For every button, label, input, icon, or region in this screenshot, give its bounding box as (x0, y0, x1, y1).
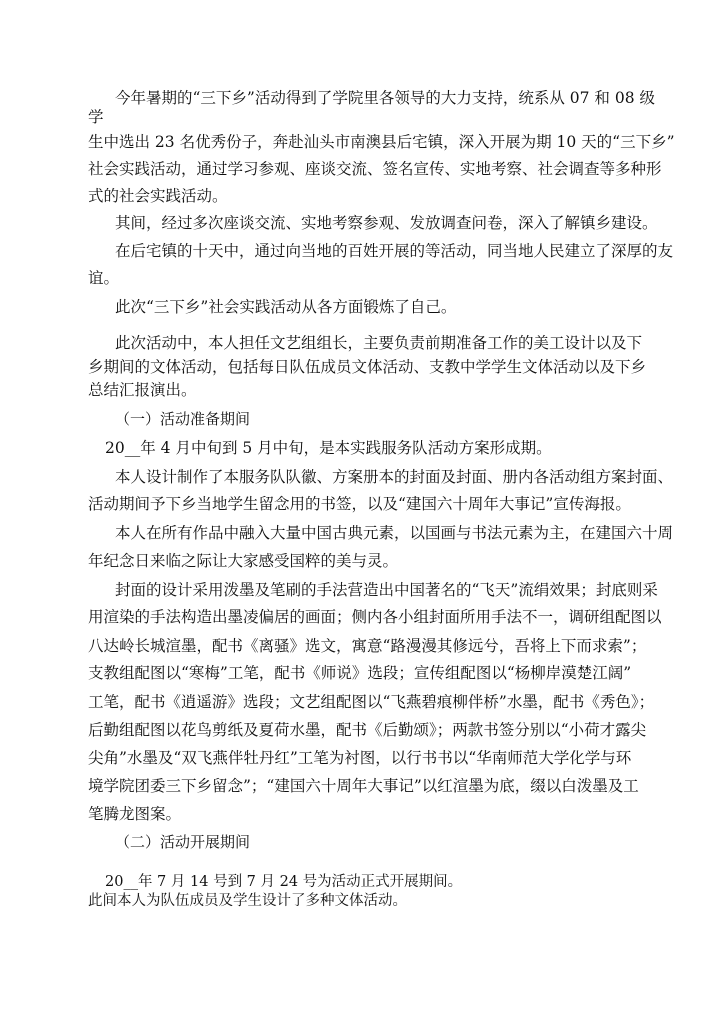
paragraph-line: 后勤组配图以花鸟剪纸及夏荷水墨，配书《后勤颂》；两款书签分别以“小荷才露尖 (88, 721, 647, 739)
paragraph-line: 支教组配图以“寒梅”工笔，配书《师说》选段；宣传组配图以“杨柳岸漠楚江阔” (88, 664, 632, 682)
paragraph-line: 本人在所有作品中融入大量中国古典元素，以国画与书法元素为主，在建国六十周 (115, 524, 674, 542)
paragraph-line: 尖角”水墨及“双飞燕伴牡丹红”工笔为衬图，以行书书以“华南师范大学化学与环 (88, 749, 632, 767)
paragraph-line: 20__年 7 月 14 号到 7 月 24 号为活动正式开展期间。 (105, 874, 463, 890)
paragraph-line: 用渲染的手法构造出墨凌偏居的画面；侧内各小组封面所用手法不一，调研组配图以 (88, 608, 662, 626)
paragraph-line: 八达岭长城渲墨，配书《离骚》选文，寓意“路漫漫其修远兮，吾将上下而求索”； (88, 637, 647, 655)
paragraph-line: 工笔，配书《逍遥游》选段；文艺组配图以“飞燕碧痕柳伴桥”水墨，配书《秀色》； (88, 693, 655, 711)
paragraph-line: 社会实践活动，通过学习参观、座谈交流、签名宣传、实地考察、社会调查等多种形 (88, 160, 662, 178)
paragraph-line: 式的社会实践活动。 (88, 187, 228, 205)
paragraph-line: 乡期间的文体活动，包括每日队伍成员文体活动、支教中学学生文体活动以及下乡 (88, 358, 647, 376)
paragraph-line: 学 (88, 108, 104, 126)
paragraph-line: 活动期间予下乡当地学生留念用的书签，以及“建国六十周年大事记”宣传海报。 (88, 495, 631, 513)
paragraph-line: 其间，经过多次座谈交流、实地考察参观、发放调查问卷，深入了解镇乡建设。 (115, 214, 658, 232)
paragraph-line: 20__年 4 月中旬到 5 月中旬，是本实践服务队活动方案形成期。 (105, 439, 552, 457)
paragraph-line: 此次“三下乡”社会实践活动从各方面锻炼了自己。 (115, 298, 457, 316)
paragraph-line: 本人设计制作了本服务队队徽、方案册本的封面及封面、册内各活动组方案封面、 (115, 468, 674, 486)
section-heading: （二）活动开展期间 (115, 833, 251, 851)
section-heading: （一）活动准备期间 (115, 410, 251, 428)
paragraph-line: 境学院团委三下乡留念”；“建国六十周年大事记”以红渲墨为底，缀以白泼墨及工 (88, 777, 639, 795)
paragraph-line: 封面的设计采用泼墨及笔刷的手法营造出中国著名的“飞天”流绢效果；封底则采 (115, 581, 658, 599)
paragraph-line: 此次活动中，本人担任文艺组组长，主要负责前期准备工作的美工设计以及下 (115, 334, 643, 352)
paragraph-line: 年纪念日来临之际让大家感受国粹的美与灵。 (88, 552, 399, 570)
paragraph-line: 在后宅镇的十天中，通过向当地的百姓开展的等活动，同当地人民建立了深厚的友 (115, 242, 674, 260)
paragraph-line: 总结汇报演出。 (88, 381, 197, 399)
paragraph-line: 笔腾龙图案。 (88, 805, 182, 823)
paragraph-line: 今年暑期的“三下乡”活动得到了学院里各领导的大力支持，统系从 07 和 08 级 (115, 89, 656, 107)
paragraph-line: 谊。 (88, 269, 120, 287)
paragraph-line: 生中选出 23 名优秀份子，奔赴汕头市南澳县后宅镇，深入开展为期 10 天的“三下乡” (88, 133, 675, 151)
paragraph-line: 此间本人为队伍成员及学生设计了多种文体活动。 (88, 893, 407, 909)
